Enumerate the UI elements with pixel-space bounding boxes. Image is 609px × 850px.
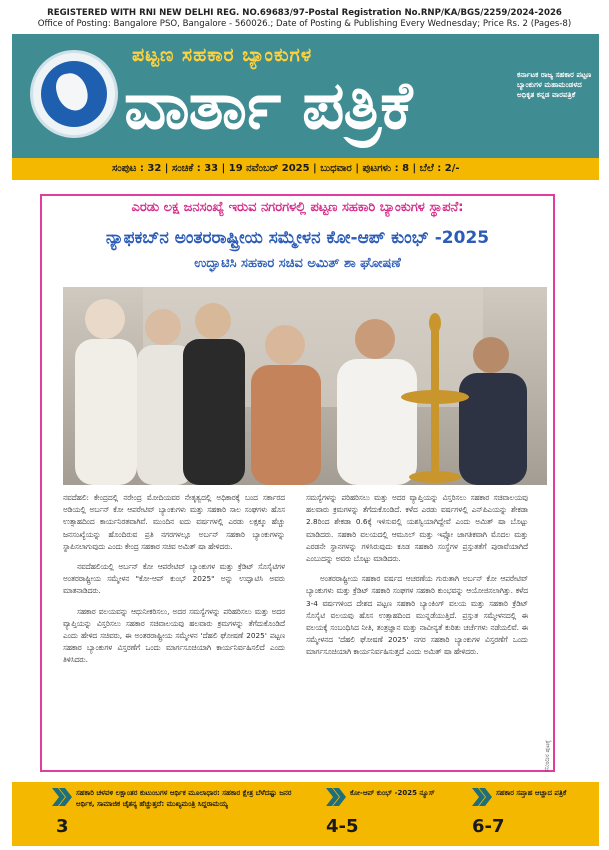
footer-item-page-6-7[interactable] bbox=[468, 782, 599, 846]
article-paragraph: ಅಂತರರಾಷ್ಟ್ರೀಯ ಸಹಕಾರ ವರ್ಷದ ಆಚರಣೆಯ ಗುರುತಾಗಿ ಅರ್ಬನ್ ಕೋ ಆಪರೇಟಿವ್ ಬ್ಯಾಂಕುಗಳು ಮತ್ತು ಕ್ರೆಡಿಟ್ ಸಹಕಾರಿ ಸಂಘಗಳ ಸಹಕಾರಿ ಕುಂಭವನ್ನು ಆಯೋಜಿಸಲಾಗಿತ್ತು. ಕಳೆದ 3-4 ವರ್ಷಗಳಿಂದ ದೇಶದ ಪಟ್ಟಣ ಸಹಕಾರಿ ಬ್ಯಾಂಕಿಂಗ್ ವಲಯ ಮತ್ತು ಸಹಕಾರಿ ಕ್ರೆಡಿಟ್ ಸೊಸೈಟಿ ವಲಯವು ಹೊಸ ಉತ್ಸಾಹದಿಂದ ಮುನ್ನಡೆಯುತ್ತಿದೆ. ಪ್ರಸ್ತುತ ಸಮ್ಮೇಳನದಲ್ಲಿ ಈ ವಲಯಕ್ಕೆ ಸಂಬಂಧಿಸಿದ ನೀತಿ, ತಂತ್ರಜ್ಞಾನ ಮತ್ತು ನಾವೀನ್ಯತೆ ಕುರಿತು ಚರ್ಚೆಗಳು ನಡೆಯಲಿವೆ. ಈ ಸಮ್ಮೇಳನದ 'ದೆಹಲಿ ಘೋಷಣೆ 2025' ನಗರ ಸಹಕಾರಿ ಬ್ಯಾಂಕುಗಳ ವಿಸ್ತರಣೆಗೆ ಒಂದು ಮಾರ್ಗಸೂಚಿಯಾಗಿ ಕಾರ್ಯನಿರ್ವಹಿಸುತ್ತದೆ ಎಂದು ಅಮಿತ್ ಷಾ ಹೇಳಿದರು. bbox=[306, 574, 528, 657]
chevron-right-icon bbox=[52, 788, 72, 806]
masthead-side-note: ಕರ್ನಾಟಕ ರಾಜ್ಯ ಸಹಕಾರ ಪಟ್ಟಣ ಬ್ಯಾಂಕುಗಳ ಮಹಾಮಂಡಳದ ಅಧಿಕೃತ ಕನ್ನಡ ವಾರಪತ್ರಿಕೆ bbox=[517, 70, 592, 99]
footer-item-text: ಸಹಕಾರಿ ಚಳವಳಿ ಲಕ್ಷಾಂತರ ಕುಟುಂಬಗಳ ಆರ್ಥಿಕ ಮೂಲಾಧಾರ: ಸಹಕಾರ ಕ್ಷೇತ್ರ ಬೆಳೆದಷ್ಟು ಜನರ ಆರ್ಥಿಕ, ಸಾಮಾಜಿಕ ಚೈತನ್ಯ ಹೆಚ್ಚುತ್ತದೆ: ಮುಖ್ಯಮಂತ್ರಿ ಸಿದ್ದರಾಮಯ್ಯ bbox=[76, 789, 292, 808]
registration-info bbox=[0, 8, 609, 30]
footer-index bbox=[12, 782, 599, 846]
chevron-right-icon bbox=[326, 788, 346, 806]
issue-info-bar: ಸಂಪುಟ : 32 | ಸಂಚಿಕೆ : 33 | 19 ನವೆಂಬರ್ 2025 | ಬುಧವಾರ | ಪುಟಗಳು : 8 | ಬೆಲೆ : 2/- bbox=[12, 158, 599, 180]
article-paragraph: ನವದೆಹಲಿ: ಕೇಂದ್ರದಲ್ಲಿ ನರೇಂದ್ರ ಮೋದಿಯವರ ನೇತೃತ್ವದಲ್ಲಿ ಅಧಿಕಾರಕ್ಕೆ ಬಂದ ಸರ್ಕಾರದ ಅಡಿಯಲ್ಲಿ ಅರ್ಬನ್ ಕೋ ಆಪರೇಟಿವ್ ಬ್ಯಾಂಕುಗಳು ಮತ್ತು ಸಹಕಾರಿ ಸಾಲ ಸಂಘಗಳು ಹೊಸ ಉತ್ಸಾಹದಿಂದ ಕಾರ್ಯನಿರತವಾಗಿವೆ. ಮುಂದಿನ ಐದು ವರ್ಷಗಳಲ್ಲಿ ಎರಡು ಲಕ್ಷಕ್ಕೂ ಹೆಚ್ಚು ಜನಸಂಖ್ಯೆಯನ್ನು ಹೊಂದಿರುವ ಪ್ರತಿ ನಗರಗಳಲ್ಲೂ ಅರ್ಬನ್ ಸಹಕಾರಿ ಬ್ಯಾಂಕುಗಳನ್ನು ಸ್ಥಾಪಿಸಲಾಗುವುದು ಎಂದು ಕೇಂದ್ರ ಸಹಕಾರ ಸಚಿವ ಅಮಿತ್ ಷಾ ಹೇಳಿದರು. bbox=[63, 493, 285, 551]
lead-photo bbox=[63, 287, 547, 485]
article-column-1 bbox=[63, 492, 285, 675]
footer-page-number: 4-5 bbox=[326, 816, 359, 837]
federation-emblem bbox=[30, 50, 118, 138]
footer-item-text: ಸಹಕಾರ ಸಪ್ತಾಹ ಆಚ್ಚಾದ ಪತ್ರಿಕೆ bbox=[496, 789, 567, 797]
footer-item-page-4-5[interactable] bbox=[318, 782, 468, 846]
article-column-2 bbox=[306, 492, 528, 667]
footer-item-text: ಕೋ-ಆಪ್ ಕುಂಭ್ -2025 ನ್ಯೂಸ್ bbox=[350, 789, 435, 797]
lamp-lighting-photo bbox=[63, 287, 547, 485]
footer-page-number: 3 bbox=[56, 816, 69, 837]
headline-sub: ಉದ್ಘಾಟಿಸಿ ಸಹಕಾರ ಸಚಿವ ಅಮಿತ್ ಶಾ ಘೋಷಣೆ bbox=[194, 256, 401, 271]
masthead-subtitle: ಪಟ್ಟಣ ಸಹಕಾರ ಬ್ಯಾಂಕುಗಳ bbox=[132, 44, 313, 66]
chevron-right-icon bbox=[472, 788, 492, 806]
registration-line-1: REGISTERED WITH RNI NEW DELHI REG. NO.69683/97-Postal Registration No.RNP/KA/BGS/2259/2024-2026 bbox=[47, 8, 562, 18]
footer-item-page-3[interactable] bbox=[12, 782, 312, 846]
masthead bbox=[12, 34, 599, 158]
newspaper-title: ವಾರ್ತಾ ಪತ್ರಿಕೆ bbox=[124, 66, 412, 144]
registration-line-2: Office of Posting: Bangalore PSO, Bangalore - 560026.; Date of Posting & Publishing Every Wednesday; Price Rs. 2 (Pages-8) bbox=[37, 19, 572, 29]
article-paragraph: ಸಮಸ್ಯೆಗಳನ್ನು ಪರಿಹರಿಸಲು ಮತ್ತು ಅದರ ವ್ಯಾಪ್ತಿಯನ್ನು ವಿಸ್ತರಿಸಲು ಸಹಕಾರ ಸಚಿವಾಲಯವು ಹಲವಾರು ಕ್ರಮಗಳನ್ನು ತೆಗೆದುಕೊಂಡಿದೆ. ಕಳೆದ ಎರಡು ವರ್ಷಗಳಲ್ಲಿ ಎನ್‌ಪಿಎಯನ್ನು ಶೇಕಡಾ 2.8ರಿಂದ ಶೇಕಡಾ 0.6ಕ್ಕೆ ಇಳಿಸುವಲ್ಲಿ ಯಶಸ್ವಿಯಾಗಿದ್ದೇವೆ ಎಂದು ಅಮಿತ್ ಷಾ ಬೊಟ್ಟು ಮಾಡಿದರು. ಸಹಕಾರಿ ವಲಯದಲ್ಲಿ ಆಮೂಲ್ ಮತ್ತು ಇಫ್ಕೋ ಜಾಗತಿಕವಾಗಿ ಮೊದಲ ಮತ್ತು ಎರಡನೇ ಸ್ಥಾನಗಳನ್ನು ಗಳಿಸಿರುವುದು ಕೂಡ ಸಹಕಾರಿ ಸಂಸ್ಥೆಗಳ ಪ್ರಸ್ತುತತೆಗೆ ಪುರಾವೆಯಾಗಿದೆ ಎಂಬುದನ್ನು ಅವರು ಬೊಟ್ಟು ಮಾಡಿದರು. bbox=[306, 493, 528, 564]
continued-note: ಮುಂದಿನ ಪುಟಕ್ಕೆ bbox=[543, 740, 552, 772]
headline-main: ನ್ಯಾಫಕಬ್‌ನ ಅಂತರರಾಷ್ಟ್ರೀಯ ಸಮ್ಮೇಳನ ಕೋ-ಆಪ್ ಕುಂಭ್ -2025 bbox=[105, 228, 490, 248]
article-paragraph: ನವದೆಹಲಿಯಲ್ಲಿ ಅರ್ಬನ್ ಕೋ ಆಪರೇಟಿವ್ ಬ್ಯಾಂಕುಗಳ ಮತ್ತು ಕ್ರೆಡಿಟ್ ಸೊಸೈಟಿಗಳ ಅಂತರರಾಷ್ಟ್ರೀಯ ಸಮ್ಮೇಳನ "ಕೋ-ಆಪ್ ಕುಂಭ್ 2025" ಅನ್ನು ಉದ್ಘಾಟಿಸಿ ಅವರು ಮಾತನಾಡಿದರು. bbox=[63, 562, 285, 596]
headline-kicker: ಎರಡು ಲಕ್ಷ ಜನಸಂಖ್ಯೆ ಇರುವ ನಗರಗಳಲ್ಲಿ ಪಟ್ಟಣ ಸಹಕಾರಿ ಬ್ಯಾಂಕುಗಳ ಸ್ಥಾಪನೆ: bbox=[131, 200, 464, 215]
footer-page-number: 6-7 bbox=[472, 816, 505, 837]
article-paragraph: ಸಹಕಾರ ವಲಯವನ್ನು ಆಧುನೀಕರಿಸಲು, ಅದರ ಸಮಸ್ಯೆಗಳನ್ನು ಪರಿಹರಿಸಲು ಮತ್ತು ಅದರ ವ್ಯಾಪ್ತಿಯನ್ನು ವಿಸ್ತರಿಸಲು ಸಹಕಾರ ಸಚಿವಾಲಯವು ಹಲವಾರು ಕ್ರಮಗಳನ್ನು ತೆಗೆದುಕೊಂಡಿದೆ ಎಂದು ಹೇಳಿದ ಸಚಿವರು, ಈ ಅಂತರರಾಷ್ಟ್ರೀಯ ಸಮ್ಮೇಳನ 'ದೆಹಲಿ ಘೋಷಣೆ 2025' ಪಟ್ಟಣ ಸಹಕಾರ ಬ್ಯಾಂಕುಗಳ ವಿಸ್ತರಣೆಗೆ ಒಂದು ಮಾರ್ಗಸೂಚಿಯಾಗಿ ಕಾರ್ಯನಿರ್ವಹಿಸಲಿದೆ ಎಂದು ತಿಳಿಸಿದರು. bbox=[63, 606, 285, 665]
